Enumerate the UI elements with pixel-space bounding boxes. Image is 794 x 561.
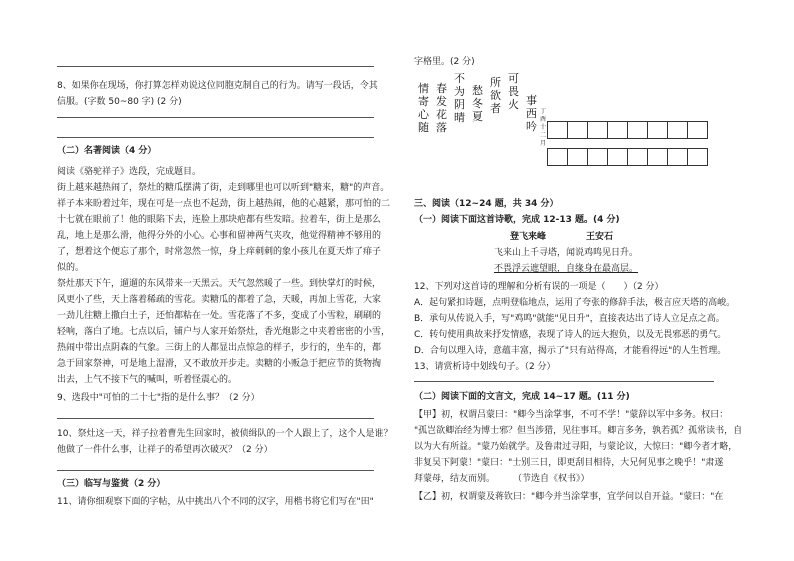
grid-cell[interactable]: [587, 121, 608, 139]
section-title-reading-classics: （二）名著阅读（4 分）: [57, 146, 157, 156]
passage-line: 轻响，落白了地。七点以后，铺户与人家开始祭灶，香光炮影之中夹着密密的小雪，: [57, 327, 391, 337]
passage-line: 阅读《骆驼祥子》选段，完成题目。: [57, 167, 202, 177]
calligraphy-inscription: 丁酉十二月: [540, 108, 547, 147]
answer-line: [57, 66, 374, 67]
section-title-poem: （一）阅读下面这首诗歌，完成 12-13 题。(4 分): [414, 215, 620, 225]
calligraphy-sample: [418, 72, 548, 188]
grid-cell[interactable]: [667, 121, 688, 139]
wenyan-a-line: "孤岂欲卿治经为博士邪？但当涉猎，见往事耳。卿言多务，孰若孤？孤常读书，自: [414, 426, 743, 436]
grid-cell[interactable]: [607, 148, 628, 166]
answer-line: [57, 418, 374, 419]
calligraphy-column: 事西吟: [526, 94, 537, 133]
calligraphy-column: 春发花落: [436, 82, 447, 134]
grid-row: [547, 149, 708, 166]
calligraphy-column: 所欲者: [490, 76, 501, 115]
passage-line: 一劲儿往糖上撒白土子，还怕都粘在一处。雪花落了不多，变成了小雪粒，刷刷的: [57, 311, 382, 321]
answer-line: [57, 470, 374, 471]
passage-line: 急于回家祭神，可是地上湿滑，又不敢放开步走。卖糖的小贩急于把应节的货物掏: [57, 359, 382, 369]
calligraphy-column: 愁冬夏: [472, 84, 483, 123]
q13: 13、请赏析诗中划线句子。（2 分）: [414, 362, 556, 372]
poem-title: 登飞来峰: [510, 232, 547, 242]
grid-cell[interactable]: [627, 121, 648, 139]
calligraphy-column: 不为阴晴: [454, 72, 465, 124]
q12: 12、下列对这首诗的理解和分析有误的一项是（ ）（2 分）: [414, 282, 664, 292]
q9: 9、选段中"可怕的二十七"指的是什么事？（2 分）: [57, 393, 260, 403]
passage-line: 祥子本来盼着过年，现在可是一点也不起劲，街上越热闹，他的心越紧，那可怕的二: [57, 199, 391, 209]
q12-option-a: A．起句紧扣诗题，点明登临地点，运用了夸张的修辞手法，极言应天塔的高峻。: [414, 298, 736, 308]
wenyan-b-line: 【乙】初，权谓蒙及蒋钦曰："卿今并当涂掌事，宜学问以自开益。"蒙曰："在: [414, 492, 724, 502]
calligraphy-column: 情寄心随: [418, 82, 429, 134]
answer-line: [414, 381, 714, 382]
passage-line: 风更小了些，天上落着稀疏的雪花。卖糖瓜的都着了急，天暖，再加上雪花，大家: [57, 295, 382, 305]
wenyan-a-line: 【甲】初，权谓吕蒙曰："卿今当涂掌事，不可不学！"蒙辞以军中多务。权曰：: [414, 410, 729, 420]
q11-continued: 字格里。(2 分): [414, 57, 475, 67]
passage-line: 街上越来越热闹了，祭灶的糖瓜摆满了街，走到哪里也可以听到"糖来，糖"的声音。: [57, 183, 390, 193]
section-title-calligraphy: （三）临写与鉴赏（2 分）: [57, 479, 166, 489]
q12-option-b: B．承句从传说入手，写"鸡鸣"就能"见日升"，直接表达出了诗人立足点之高。: [414, 314, 725, 324]
grid-cell[interactable]: [667, 148, 688, 166]
grid-cell[interactable]: [647, 148, 668, 166]
passage-line: 祭灶那天下午，遛遛的东风带来一天黑云。天气忽然暖了一些。到快掌灯的时候，: [57, 279, 382, 289]
q10-line-2: 他做了一件什么事，让祥子的希望再次破灭？（2 分）: [57, 445, 273, 455]
poem-line-2: 不畏浮云遮望眼，自缘身在最高层。: [494, 264, 639, 274]
part3-title: 三、阅读（12~24 题，共 34 分）: [414, 199, 559, 209]
passage-line: 出去，上气不接下气的喊叫，听着怪震心的。: [57, 375, 238, 385]
grid-cell[interactable]: [547, 121, 568, 139]
grid-cell[interactable]: [567, 148, 588, 166]
calligraphy-column: 可畏火: [508, 72, 519, 111]
q8-line-1: 8、如果你在现场，你打算怎样劝说这位同胞克制自己的行为。请写一段话，令其: [57, 81, 378, 91]
passage-line: 乱，地上是那么滑，他得分外的小心。心事和留神两气夹攻，他觉得精神不够用的: [57, 231, 382, 241]
answer-line: [57, 137, 374, 138]
passage-line: 似的。: [57, 263, 85, 273]
grid-cell[interactable]: [547, 148, 568, 166]
poem-line-1: 飞来山上千寻塔，闻说鸡鸣见日升。: [494, 248, 639, 258]
grid-cell[interactable]: [567, 121, 588, 139]
wenyan-a-line: 拜蒙母，结友而别。 （节选自《权书》）: [414, 474, 590, 484]
poem-author: 王安石: [586, 232, 614, 242]
grid-cell[interactable]: [687, 121, 708, 139]
grid-cell[interactable]: [687, 148, 708, 166]
passage-line: 了，想着这个便忘了那个，时常忽然一惊，身上痒刺刺的象小孩儿在夏天炸了痱子: [57, 247, 382, 257]
q12-option-c: C．转句使用典故来抒发情感，表现了诗人的远大抱负，以及无畏邪恶的勇气。: [414, 330, 727, 340]
q10-line-1: 10、祭灶这一天，祥子拉着曹先生回家时，被侦缉队的一个人跟上了，这个人是谁？: [57, 429, 393, 439]
grid-cell[interactable]: [587, 148, 608, 166]
grid-cell[interactable]: [627, 148, 648, 166]
section-title-classical: （二）阅读下面的文言文，完成 14~17 题。(11 分): [414, 392, 630, 402]
passage-line: 十七就在眼前了！他的眼陷下去，连脸上那块疤都有些发暗。拉着车，街上是那么: [57, 215, 382, 225]
writing-grid[interactable]: [547, 122, 708, 166]
wenyan-a-line: 非复吴下阿蒙！"蒙曰："士别三日，即更刮目相待，大兄何见事之晚乎！"肃遂: [414, 458, 724, 468]
q8-line-2: 信服。(字数 50~80 字) (2 分): [57, 97, 182, 107]
grid-cell[interactable]: [647, 121, 668, 139]
wenyan-a-line: 以为大有所益。"蒙乃始就学。及鲁肃过寻阳，与蒙论议，大惊曰："卿今者才略，: [414, 442, 738, 452]
grid-row: [547, 122, 708, 139]
answer-line: [57, 117, 374, 118]
passage-line: 热闹中带出点阴森的气象。三街上的人都显出点惊急的样子，步行的，坐车的，都: [57, 343, 382, 353]
q11: 11、请你细观察下面的字帖，从中挑出八个不同的汉字，用楷书将它们写在"田": [57, 497, 374, 507]
q12-option-d: D．合句以理入诗，意蕴丰富，揭示了"只有站得高，才能看得远"的人生哲理。: [414, 346, 727, 356]
grid-cell[interactable]: [607, 121, 628, 139]
